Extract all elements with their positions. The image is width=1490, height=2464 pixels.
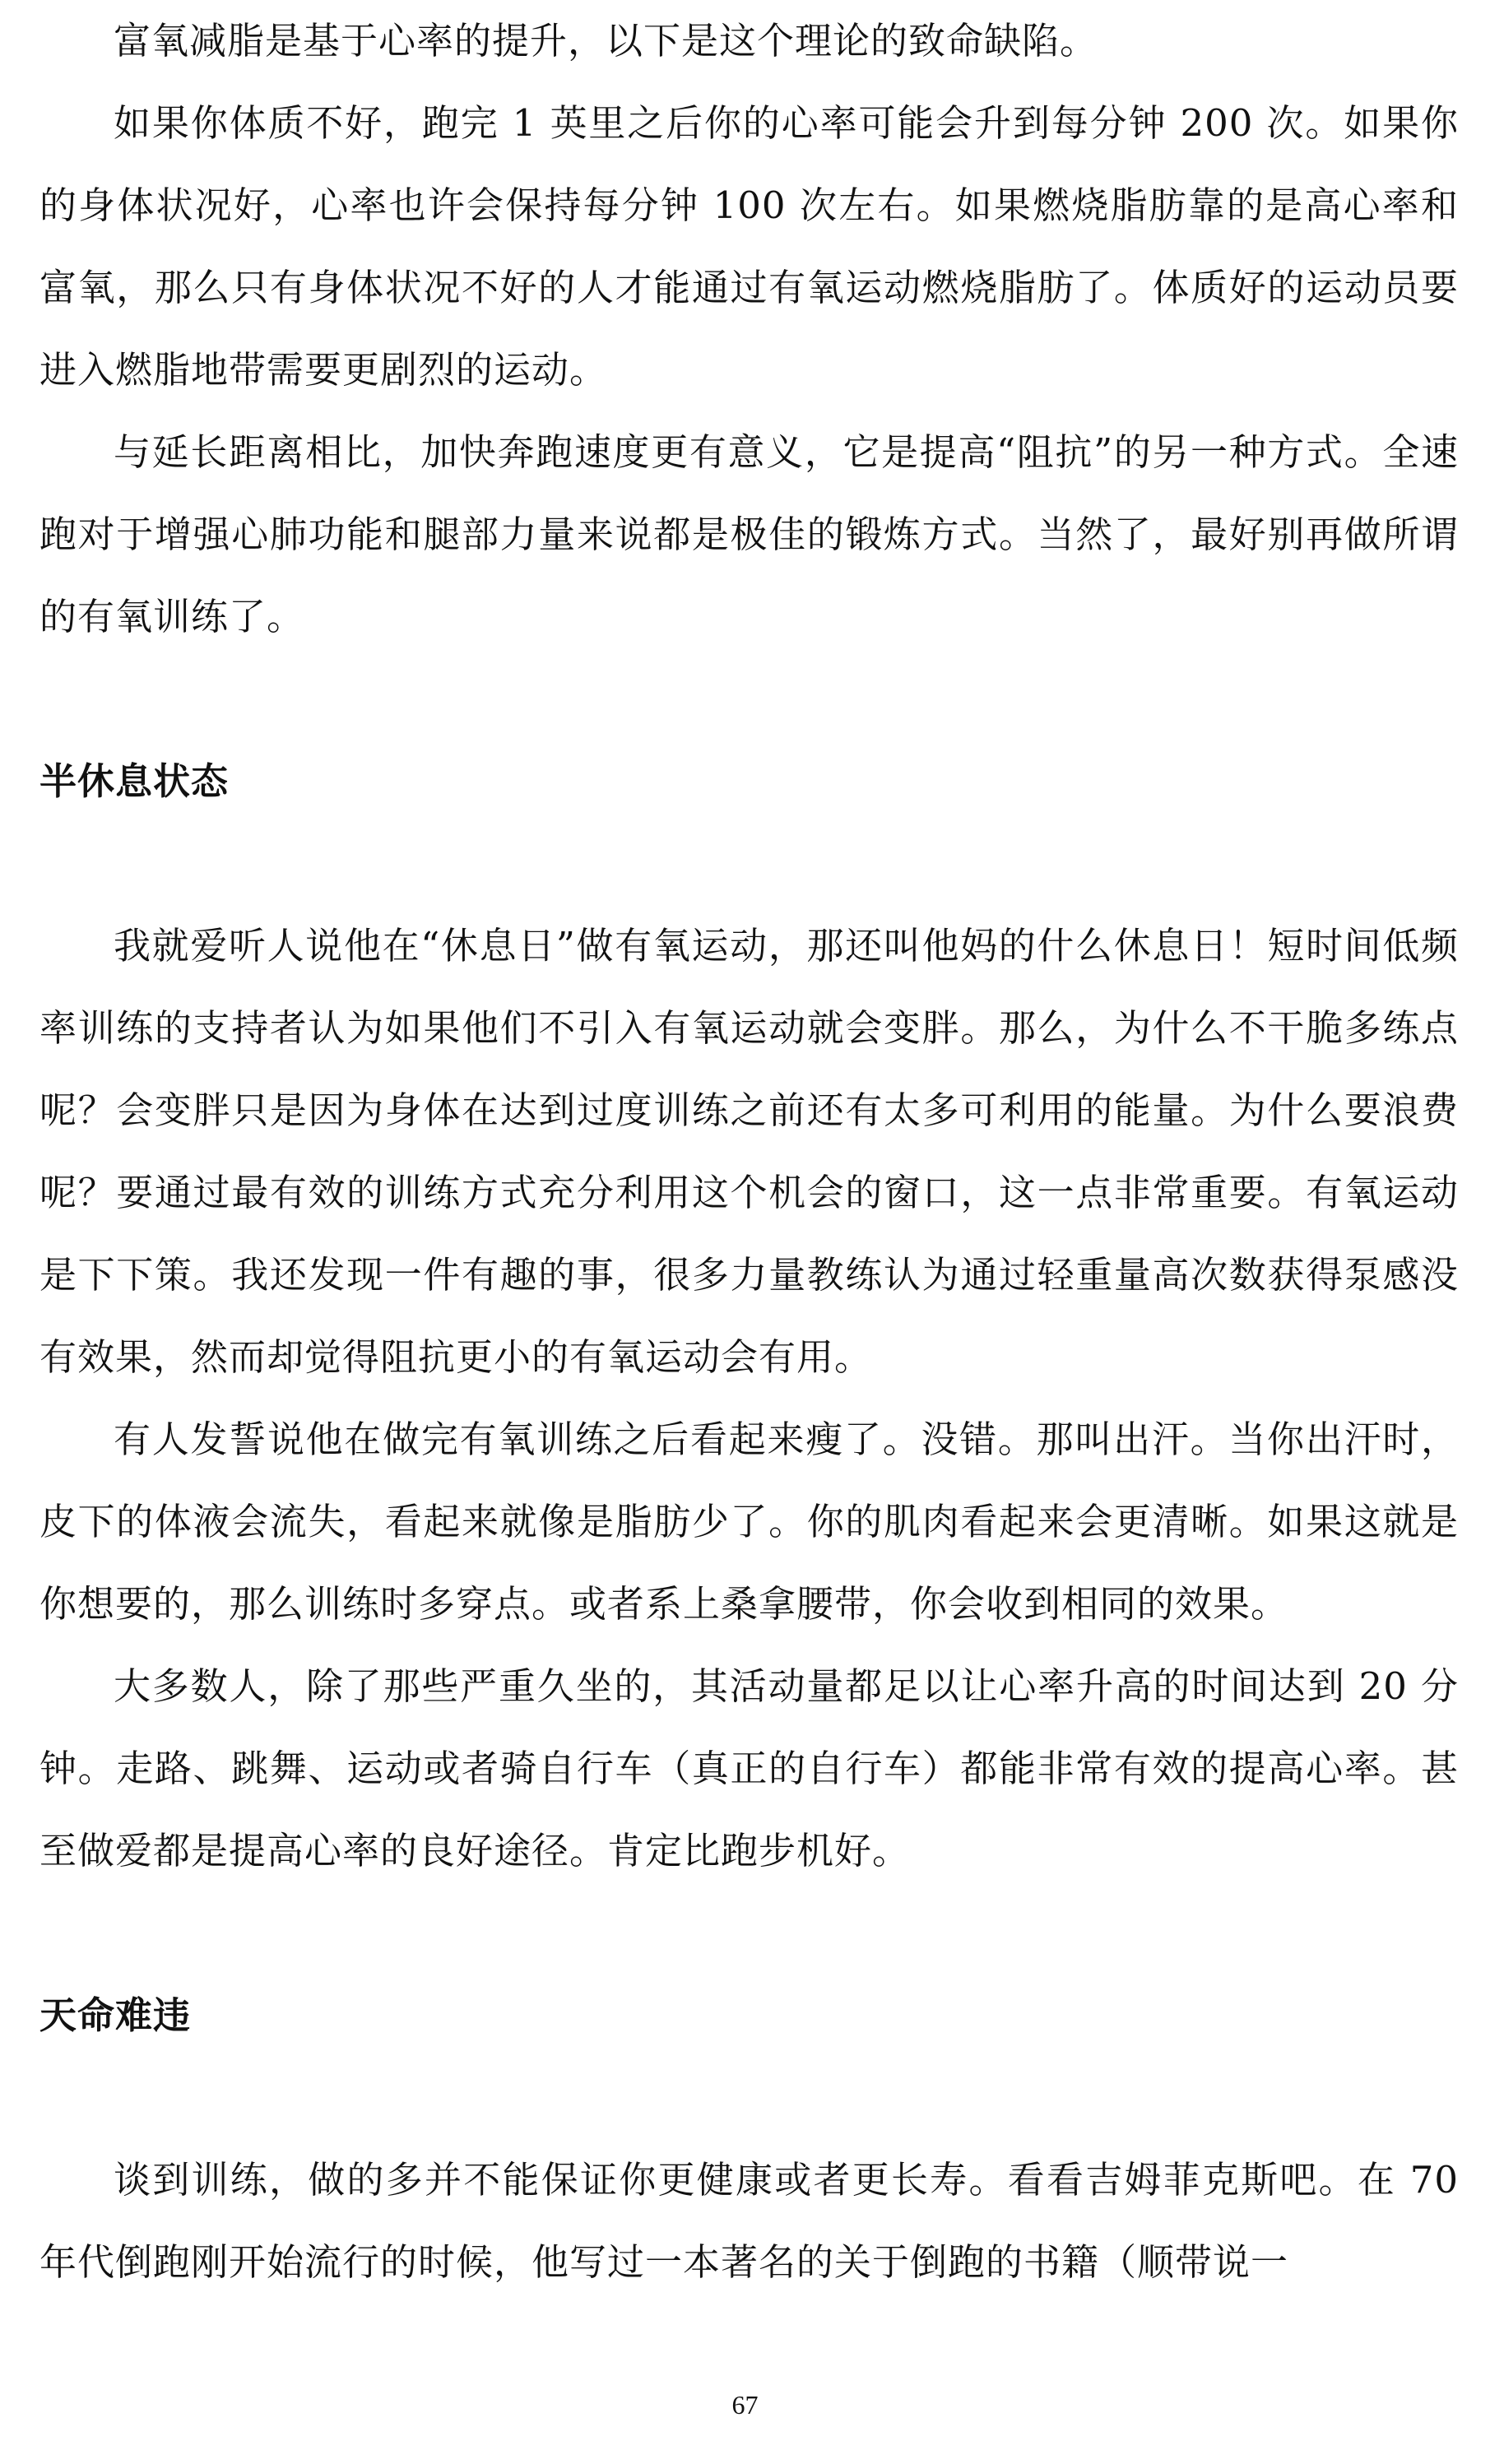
paragraph-activity: 大多数人，除了那些严重久坐的，其活动量都足以让心率升高的时间达到 20 分钟。走路、跳舞、运动或者骑自行车（真正的自行车）都能非常有效的提高心率。甚至做爱都是提高心率的良好途径。肯定比跑步机好。 <box>39 1664 1459 1872</box>
paragraph-rest-day: 我就爱听人说他在“休息日”做有氧运动，那还叫他妈的什么休息日！短时间低频率训练的支持者认为如果他们不引入有氧运动就会变胖。那么，为什么不干脆多练点呢？会变胖只是因为身体在达到过度训练之前还有太多可利用的能量。为什么要浪费呢？要通过最有效的训练方式充分利用这个机会的窗口，这一点非常重要。有氧运动是下下策。我还发现一件有趣的事，很多力量教练认为通过轻重量高次数获得泵感没有效果，然而却觉得阻抗更小的有氧运动会有用。 <box>39 924 1459 1379</box>
section-gap <box>39 2057 1459 2139</box>
section-gap <box>39 1892 1459 1974</box>
section-gap <box>39 658 1459 740</box>
paragraph-heart-rate: 如果你体质不好，跑完 1 英里之后你的心率可能会升到每分钟 200 次。如果你的身体状况好，心率也许会保持每分钟 100 次左右。如果燃烧脂肪靠的是高心率和富氧，那么只有身体状况不好的人才能通过有氧运动燃烧脂肪了。体质好的运动员要进入燃脂地带需要更剧烈的运动。 <box>39 101 1459 392</box>
paragraph-running-speed: 与延长距离相比，加快奔跑速度更有意义，它是提高“阻抗”的另一种方式。全速跑对于增强心肺功能和腿部力量来说都是极佳的锻炼方式。当然了，最好别再做所谓的有氧训练了。 <box>39 430 1459 638</box>
page-number: 67 <box>731 2390 759 2420</box>
paragraph-jim-fixx: 谈到训练，做的多并不能保证你更健康或者更长寿。看看吉姆菲克斯吧。在 70 年代倒跑刚开始流行的时候，他写过一本著名的关于倒跑的书籍（顺带说一 <box>39 2158 1459 2284</box>
document-page <box>39 0 1459 2304</box>
section-heading-fate: 天命难违 <box>39 1993 192 2037</box>
paragraph-sweat: 有人发誓说他在做完有氧训练之后看起来瘦了。没错。那叫出汗。当你出汗时，皮下的体液会流失，看起来就像是脂肪少了。你的肌肉看起来会更清晰。如果这就是你想要的，那么训练时多穿点。或者系上桑拿腰带，你会收到相同的效果。 <box>39 1418 1459 1626</box>
paragraph-intro: 富氧减脂是基于心率的提升，以下是这个理论的致命缺陷。 <box>114 19 1098 63</box>
section-heading-semi-rest: 半休息状态 <box>39 759 230 803</box>
section-gap <box>39 823 1459 905</box>
